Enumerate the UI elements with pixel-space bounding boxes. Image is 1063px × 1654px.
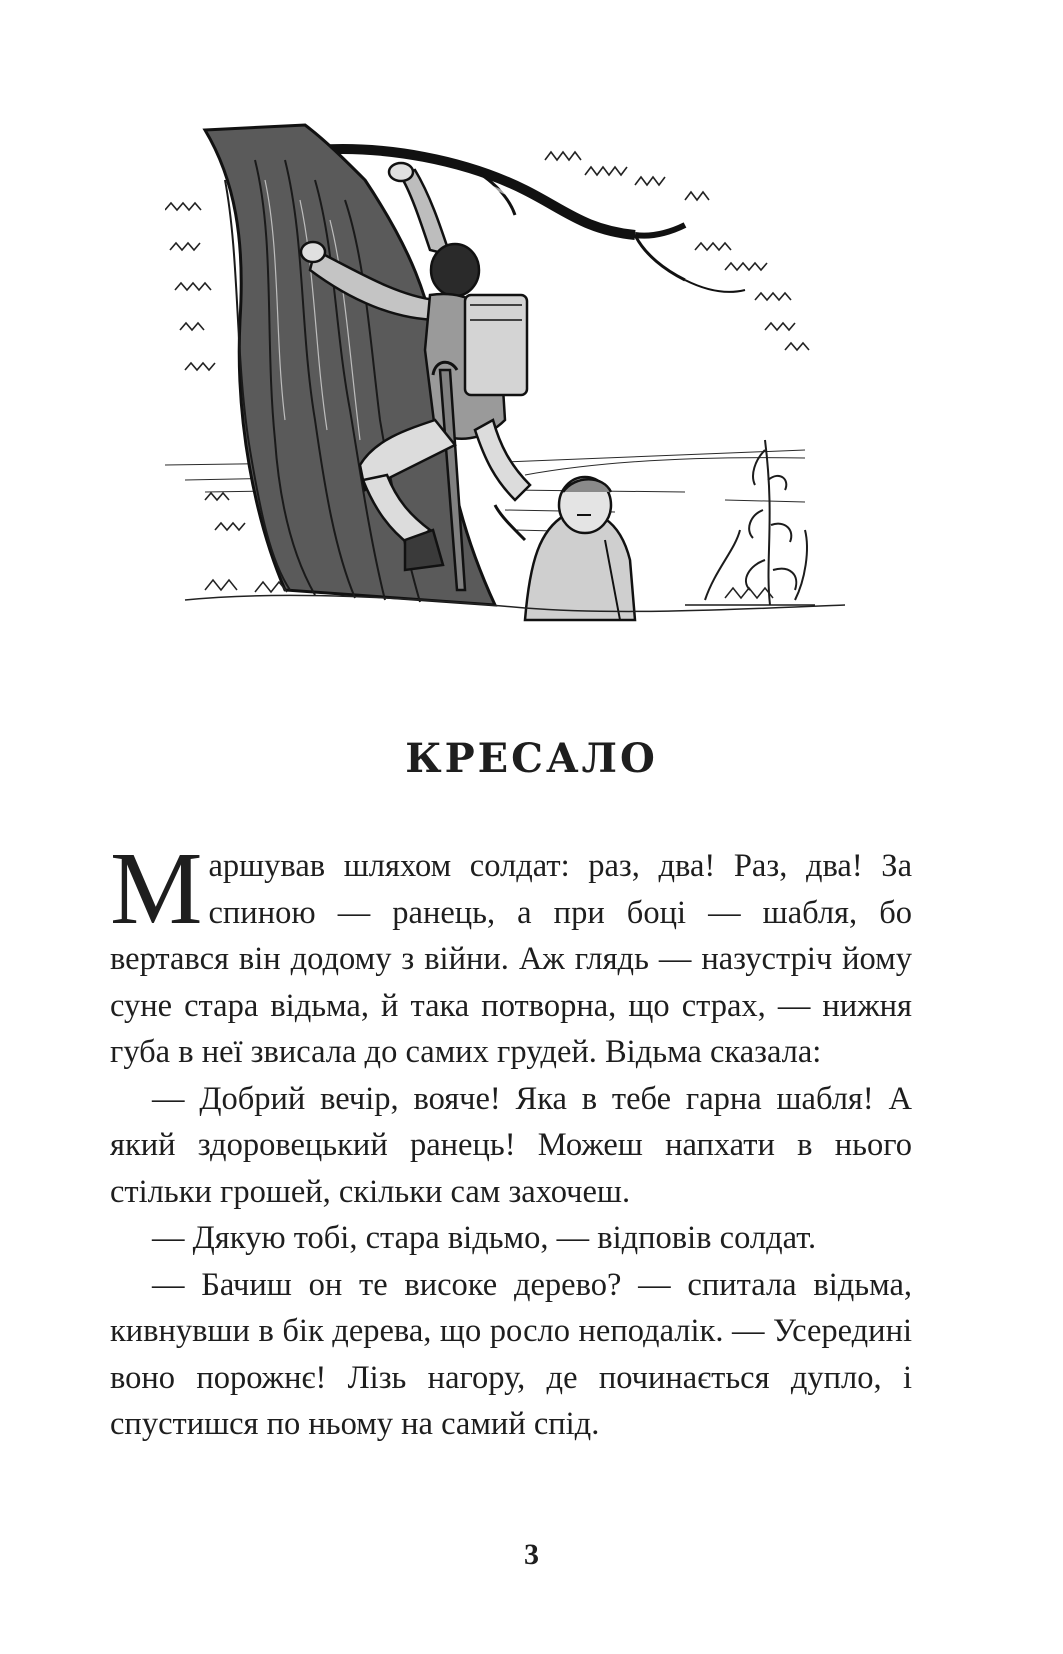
page-number: 3 <box>524 1538 539 1571</box>
drop-cap: М <box>110 831 203 946</box>
right-bushes <box>685 440 815 605</box>
illustration-soldier-climbing-tree <box>165 120 865 650</box>
paragraph-soldier-reply: — Дякую тобі, стара відьмо, — відповів солдат. <box>152 1220 817 1256</box>
story-text <box>110 831 912 1448</box>
paragraph-intro-text: аршував шляхом солдат: раз, два! Раз, два! За спиною — ранець, а при боці — шабля, бо вертався він додому з війни. Аж глядь — назустріч йому суне стара відьма, й така потворна, що страх, — нижня губа в неї звисала до самих грудей. Відьма сказала: <box>110 848 912 1070</box>
paragraph-intro <box>110 831 912 1076</box>
story-title: КРЕСАЛО <box>405 735 658 782</box>
paragraph-witch-greeting: — Добрий вечір, вояче! Яка в тебе гарна шабля! А який здоровецький ранець! Можеш напхати в нього стільки грошей, скільки сам захочеш. <box>110 1080 912 1210</box>
paragraph-witch-tree: — Бачиш он те високе дерево? — спитала відьма, кивнувши в бік дерева, що росло неподалік. — Усередині воно порожнє! Лізь нагору, де починається дупло, і спустишся по ньому на самий спід. <box>110 1266 912 1442</box>
